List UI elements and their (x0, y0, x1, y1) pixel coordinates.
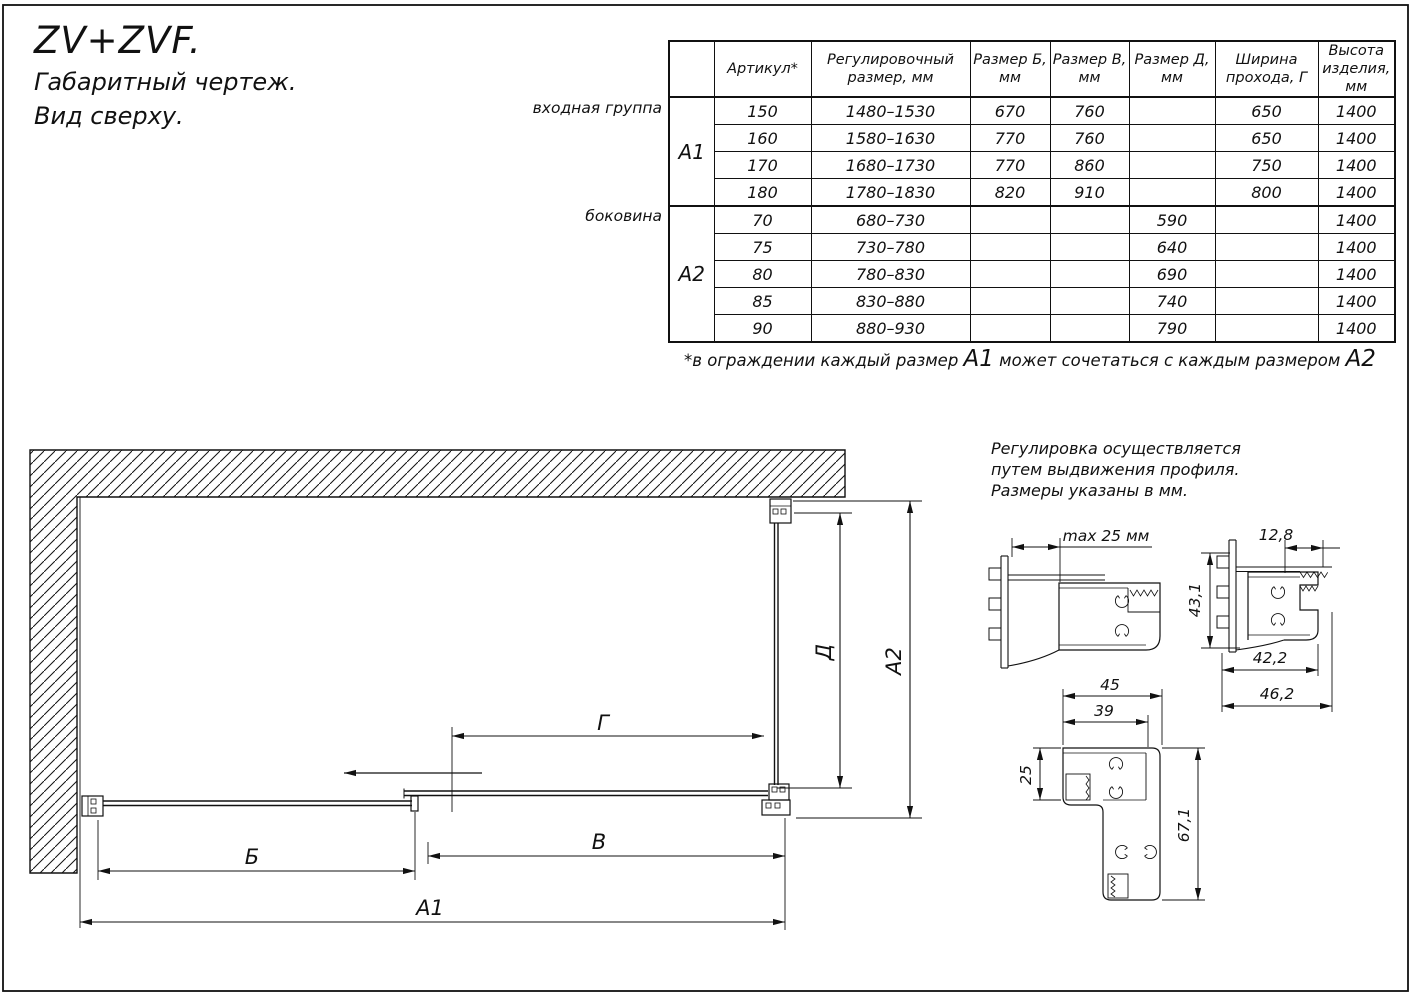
note-line-3: Размеры указаны в мм. (991, 481, 1188, 500)
dimension-max25 (1012, 527, 1152, 582)
dimension-25 (1017, 748, 1061, 800)
detail-wall-profile (989, 527, 1160, 668)
sliding-door-panel (404, 789, 768, 799)
header-article: Артикул* (714, 41, 811, 97)
dim-label-a1: А1 (416, 896, 444, 920)
glass-clip (1109, 758, 1122, 770)
glass-clip (1271, 614, 1284, 626)
fixed-panel-end-cap (411, 796, 418, 811)
group-code-a2: А2 (669, 206, 714, 342)
table-row: 85 830–880 740 1400 (669, 288, 1395, 315)
glass-clip (1109, 787, 1122, 799)
dim-label-46-2: 46,2 (1259, 685, 1295, 703)
glass-clip (1116, 845, 1128, 858)
seal-insert (1066, 774, 1090, 800)
wall-hatch (30, 450, 845, 873)
footnote-a2: А2 (1345, 346, 1376, 372)
dimension-67-1 (1162, 748, 1205, 900)
table-row: 160 1580–1630 770 760 650 1400 (669, 125, 1395, 152)
dim-label-45: 45 (1100, 676, 1120, 694)
title-line-3: Вид сверху. (34, 102, 184, 131)
dim-label-b: Б (244, 845, 260, 869)
header-pass-width: Ширина прохода, Г (1215, 41, 1318, 97)
main-top-view (30, 450, 922, 930)
serration (1300, 572, 1328, 578)
table-row: 180 1780–1830 820 910 800 1400 (669, 179, 1395, 207)
header-adjust-range: Регулировочный размер, мм (811, 41, 970, 97)
dimension-43-1 (1186, 553, 1240, 648)
note-line-1: Регулировка осуществляется (991, 439, 1241, 458)
table-row: 170 1680–1730 770 860 750 1400 (669, 152, 1395, 179)
footnote-a1: А1 (963, 346, 994, 372)
dim-label-39: 39 (1094, 702, 1114, 720)
table-row: 75 730–780 640 1400 (669, 234, 1395, 261)
group-code-a1: А1 (669, 97, 714, 206)
dimension-12-8 (1259, 526, 1340, 573)
dim-label-a2: А2 (882, 647, 906, 675)
serration (1300, 586, 1318, 591)
table-row: 80 780–830 690 1400 (669, 261, 1395, 288)
sheet-frame (3, 5, 1408, 991)
dimension-a1 (80, 818, 785, 930)
dim-label-g: Г (597, 711, 609, 735)
dimension-g (452, 711, 764, 812)
dimension-v (428, 830, 785, 864)
table-row: 90 880–930 790 1400 (669, 315, 1395, 343)
group-label-entrance: входная группа (532, 99, 662, 117)
title-line-2: Габаритный чертеж. (34, 67, 297, 96)
dimension-b (98, 812, 415, 880)
dimension-d (777, 513, 852, 788)
dim-label-12-8: 12,8 (1258, 526, 1294, 544)
dim-label-max25: max 25 мм (1062, 527, 1150, 545)
table-footnote: *в ограждении каждый размер А1 может сочетаться с каждым размером А2 (684, 346, 1376, 372)
header-size-v: Размер В, мм (1050, 41, 1129, 97)
detail-corner-post-profile (1186, 526, 1340, 712)
dim-label-v: В (591, 830, 607, 854)
fixed-panel (82, 796, 418, 816)
detail-corner-l-profile (1017, 676, 1205, 900)
dim-label-43-1: 43,1 (1186, 582, 1204, 618)
glass-clip (1115, 625, 1128, 637)
glass-clip (1271, 587, 1284, 599)
side-panel (762, 499, 791, 815)
table-row: А1 150 1480–1530 670 760 650 1400 (669, 97, 1395, 125)
table-row: А2 70 680–730 590 1400 (669, 206, 1395, 234)
header-size-d: Размер Д, мм (1129, 41, 1215, 97)
wall-bracket-tab (1217, 556, 1229, 568)
note-line-2: путем выдвижения профиля. (991, 460, 1240, 479)
model-name: ZV+ZVF. (34, 19, 202, 62)
group-label-side: боковина (585, 207, 662, 225)
dim-label-25: 25 (1017, 765, 1035, 785)
serration (1130, 590, 1158, 596)
wall-bracket-tab (989, 568, 1001, 580)
dim-label-d: Д (812, 643, 836, 661)
serration (1111, 876, 1115, 897)
glass-clip (1115, 596, 1128, 608)
header-height: Высота изделия, мм (1318, 41, 1395, 97)
glass-clip (1145, 845, 1157, 858)
dim-label-67-1: 67,1 (1175, 807, 1193, 843)
dim-label-42-2: 42,2 (1252, 649, 1288, 667)
header-size-b: Размер Б, мм (970, 41, 1050, 97)
dimension-39 (1063, 702, 1148, 747)
serration (1086, 776, 1089, 800)
